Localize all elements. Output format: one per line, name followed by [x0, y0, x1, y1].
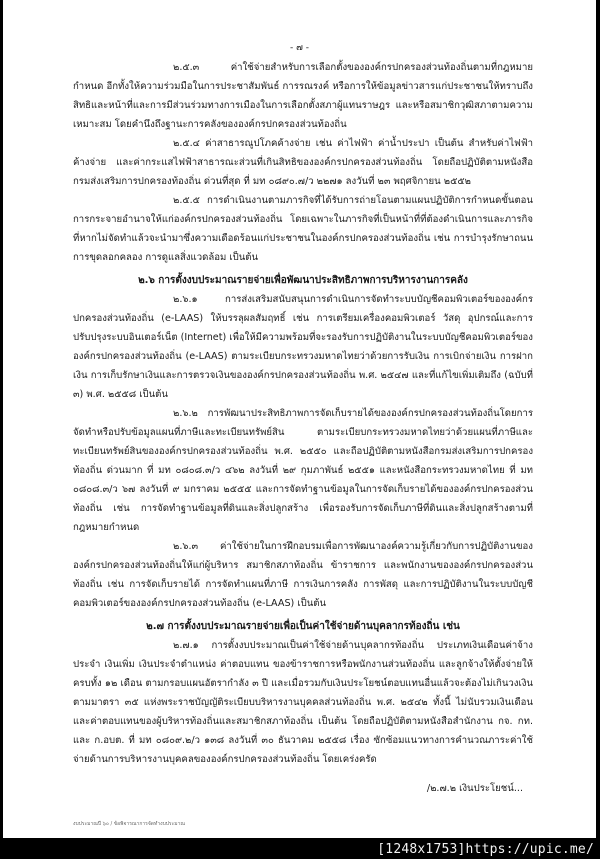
continuation-note: /๒.๗.๒ เงินประโยชน์... — [426, 782, 523, 794]
paragraph-text: ๒.๕.๔ ค่าสาธารณูปโภคค้างจ่าย เช่น ค่าไฟฟ้า ค่าน้ำประปา เป็นต้น สำหรับค่าไฟฟ้าค้างจ่าย และค่ากระแสไฟฟ้าสาธารณะส่วนที่เกินสิทธิขององค์กรปกครองส่วนท้องถิ่น โดยถือปฏิบัติตามหนังสือกรมส่งเสริมการปกครองท้องถิ่น ด่วนที่สุด ที่ มท ๐๘๙๐.๗/ว ๒๒๗๑ ลงวันที่ ๒๓ พฤศจิกายน ๒๕๕๒ — [73, 138, 533, 187]
paragraph-2-5-3 — [73, 58, 533, 134]
section-heading-2-6: ๒.๖ การตั้งงบประมาณรายจ่ายเพื่อพัฒนาประสิทธิภาพการบริหารงานการคลัง — [138, 275, 468, 286]
paragraph-text: ๒.๖.๓ ค่าใช้จ่ายในการฝึกอบรมเพื่อการพัฒนาองค์ความรู้เกี่ยวกับการปฏิบัติงานขององค์กรปกครองส่วนท้องถิ่นให้แก่ผู้บริหาร สมาชิกสภาท้องถิ่น ข้าราชการ และพนักงานขององค์กรปกครองส่วนท้องถิ่น เช่น การจัดเก็บรายได้ การจัดทำแผนที่ภาษี การเงินการคลัง การพัสดุ และการปฏิบัติงานในระบบบัญชีคอมพิวเตอร์ขององค์กรปกครองส่วนท้องถิ่น (e-LAAS) เป็นต้น — [73, 541, 533, 609]
paragraph-2-5-5 — [73, 191, 533, 267]
section-heading-2-7: ๒.๗ การตั้งงบประมาณรายจ่ายเพื่อเป็นค่าใช้จ่ายด้านบุคลากรท้องถิ่น เช่น — [146, 621, 460, 632]
paragraph-2-6-3 — [73, 537, 533, 613]
document-page — [3, 0, 596, 838]
paragraph-text: ๒.๖.๑ การส่งเสริมสนับสนุนการดำเนินการจัดทำระบบบัญชีคอมพิวเตอร์ขององค์กรปกครองส่วนท้องถิ่น (e-LAAS) ให้บรรลุผลสัมฤทธิ์ เช่น การเตรียมเครื่องคอมพิวเตอร์ วัสดุ อุปกรณ์และการปรับปรุงระบบอินเตอร์เน็ต (Internet) เพื่อให้มีความพร้อมที่จะรองรับการปฏิบัติงานในระบบบัญชีคอมพิวเตอร์ขององค์กรปกครองส่วนท้องถิ่น (e-LAAS) ตามระเบียบกระทรวงมหาดไทยว่าด้วยการรับเงิน การเบิกจ่ายเงิน การฝากเงิน การเก็บรักษาเงินและการตรวจเงินขององค์กรปกครองส่วนท้องถิ่น พ.ศ. ๒๕๔๗ และที่แก้ไขเพิ่มเติมถึง (ฉบับที่ ๓) พ.ศ. ๒๕๕๘ เป็นต้น — [73, 294, 533, 400]
footer-note: งบประมาณปี ๖๐ / ข้อพิจารณาการจัดทำงบประมาณ — [73, 821, 186, 827]
paragraph-text: ๒.๕.๕ การดำเนินงานตามภารกิจที่ได้รับการถ่ายโอนตามแผนปฏิบัติการกำหนดขั้นตอนการกระจายอำนาจให้แก่องค์กรปกครองส่วนท้องถิ่น โดยเฉพาะในภารกิจที่เป็นหน้าที่ที่ต้องดำเนินการและภารกิจที่หากไม่จัดทำแล้วจะนำมาซึ่งความเดือดร้อนแก่ประชาชนในองค์กรปกครองส่วนท้องถิ่น เช่น การบำรุงรักษาถนน การขุดลอกคลอง การดูแลสิ่งแวดล้อม เป็นต้น — [73, 195, 533, 263]
page-number: - ๗ - — [290, 43, 309, 53]
paragraph-2-6-2 — [73, 404, 533, 537]
document-body — [73, 58, 533, 807]
paragraph-2-5-4 — [73, 134, 533, 191]
paragraph-text: ๒.๗.๑ การตั้งงบประมาณเป็นค่าใช้จ่ายด้านบุคลากรท้องถิ่น ประเภทเงินเดือนค่าจ้างประจำ เงินเพิ่ม เงินประจำตำแหน่ง ค่าตอบแทน ของข้าราชการหรือพนักงานส่วนท้องถิ่น และลูกจ้างให้ตั้งจ่ายให้ครบทั้ง ๑๒ เดือน ตามกรอบแผนอัตรากำลัง ๓ ปี และเมื่อรวมกับเงินประโยชน์ตอบแทนอื่นแล้วจะต้องไม่เกินวงเงินตามมาตรา ๓๕ แห่งพระราชบัญญัติระเบียบบริหารงานบุคคลส่วนท้องถิ่น พ.ศ. ๒๕๔๒ ทั้งนี้ ไม่นับรวมเงินเดือนและค่าตอบแทนของผู้บริหารท้องถิ่นและสมาชิกสภาท้องถิ่น เป็นต้น โดยถือปฏิบัติตามหนังสือสำนักงาน กจ. กท. และ ก.อบต. ที่ มท ๐๘๐๙.๒/ว ๑๓๘ ลงวันที่ ๓๐ ธันวาคม ๒๕๕๘ เรื่อง ซักซ้อมแนวทางการคำนวณภาระค่าใช้จ่ายด้านการบริหารงานบุคคลขององค์กรปกครองส่วนท้องถิ่น โดยเคร่งครัด — [73, 640, 533, 765]
image-watermark: [1248x1753]https://upic.me/ — [377, 842, 594, 857]
paragraph-2-6-1 — [73, 290, 533, 404]
paragraph-text: ๒.๖.๒ การพัฒนาประสิทธิภาพการจัดเก็บรายได้ขององค์กรปกครองส่วนท้องถิ่นโดยการจัดทำหรือปรับข้อมูลแผนที่ภาษีและทะเบียนทรัพย์สิน ตามระเบียบกระทรวงมหาดไทยว่าด้วยแผนที่ภาษีและทะเบียนทรัพย์สินขององค์กรปกครองส่วนท้องถิ่น พ.ศ. ๒๕๕๐ และถือปฏิบัติตามหนังสือกรมส่งเสริมการปกครองท้องถิ่น ด่วนมาก ที่ มท ๐๘๐๘.๓/ว ๔๖๒ ลงวันที่ ๒๙ กุมภาพันธ์ ๒๕๕๑ และหนังสือกระทรวงมหาดไทย ที่ มท ๐๘๐๘.๓/ว ๖๗ ลงวันที่ ๙ มกราคม ๒๕๕๕ และการจัดทำฐานข้อมูลในการจัดเก็บรายได้ขององค์กรปกครองส่วนท้องถิ่น เช่น การจัดทำฐานข้อมูลที่ดินและสิ่งปลูกสร้าง เพื่อรองรับการจัดเก็บภาษีที่ดินและสิ่งปลูกสร้างตามที่กฎหมายกำหนด — [73, 408, 533, 533]
paragraph-2-7-1 — [73, 636, 533, 769]
paragraph-text: ๒.๕.๓ ค่าใช้จ่ายสำหรับการเลือกตั้งขององค์กรปกครองส่วนท้องถิ่นตามที่กฎหมายกำหนด อีกทั้งให้ความร่วมมือในการประชาสัมพันธ์ การรณรงค์ หรือการให้ข้อมูลข่าวสารแก่ประชาชนให้ทราบถึงสิทธิและหน้าที่และการมีส่วนร่วมทางการเมืองในการเลือกตั้งสภาผู้แทนราษฎร และหรือสมาชิกวุฒิสภาตามความเหมาะสม โดยคำนึงถึงฐานะการคลังขององค์กรปกครองส่วนท้องถิ่น — [73, 62, 533, 130]
